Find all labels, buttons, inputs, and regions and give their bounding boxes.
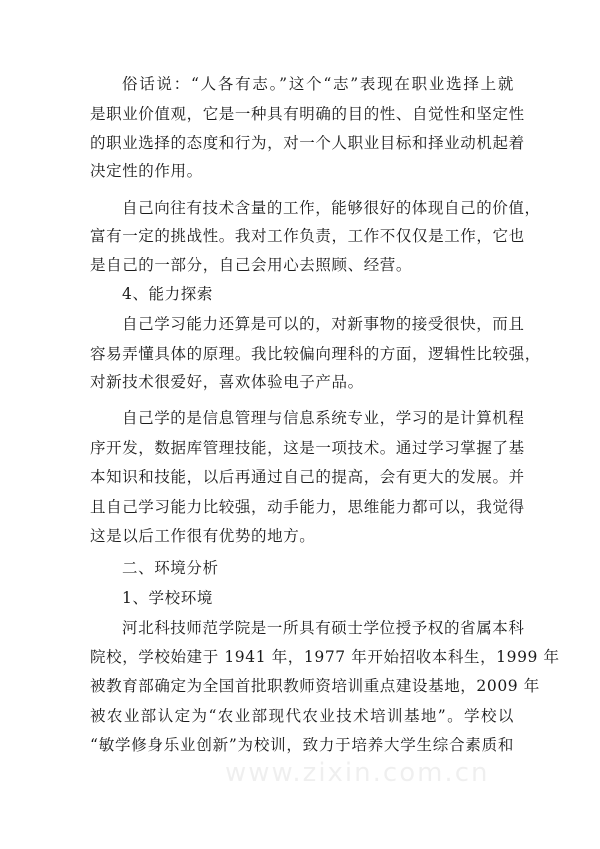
text-line: 被教育部确定为全国首批职教师资培训重点建设基地，2009 年 (90, 677, 540, 695)
watermark: www.zixin.com.cn (225, 758, 490, 788)
section-heading: 1、学校环境 (122, 589, 213, 607)
text-line: 被农业部认定为“农业部现代农业技术培训基地”。学校以 (90, 707, 514, 725)
text-line: 是职业价值观，它是一种具有明确的目的性、自觉性和坚定性 (90, 105, 525, 123)
text-line: 自己向往有技术含量的工作，能够很好的体现自己的价值， (122, 199, 541, 217)
text-line: 河北科技师范学院是一所具有硕士学位授予权的省属本科 (122, 619, 525, 637)
section-heading: 二、环境分析 (122, 559, 219, 577)
text-line: 院校，学校始建于 1941 年，1977 年开始招收本科生，1999 年 (90, 648, 560, 666)
text-line: 本知识和技能，以后再通过自己的提高，会有更大的发展。并 (90, 468, 525, 486)
text-line: 自己学的是信息管理与信息系统专业，学习的是计算机程 (122, 409, 525, 427)
text-line: 富有一定的挑战性。我对工作负责，工作不仅仅是工作，它也 (90, 227, 525, 245)
text-line: 自己学习能力还算是可以的，对新事物的接受很快，而且 (122, 315, 525, 333)
text-line: 对新技术很爱好，喜欢体验电子产品。 (90, 373, 364, 391)
section-heading: 4、能力探索 (122, 285, 213, 303)
text-line: 容易弄懂具体的原理。我比较偏向理科的方面，逻辑性比较强， (90, 345, 541, 363)
text-line: 的职业选择的态度和行为，对一个人职业目标和择业动机起着 (90, 134, 525, 152)
text-line: 是自己的一部分，自己会用心去照顾、经营。 (90, 256, 413, 274)
text-line: 且自己学习能力比较强，动手能力，思维能力都可以，我觉得 (90, 498, 525, 516)
text-line: 序开发，数据库管理技能，这是一项技术。通过学习掌握了基 (90, 439, 525, 457)
text-line: 决定性的作用。 (90, 162, 203, 180)
text-line: 这是以后工作很有优势的地方。 (90, 527, 316, 545)
text-line: 俗话说：“人各有志。”这个“志”表现在职业选择上就 (122, 75, 514, 93)
text-line: “敏学修身乐业创新”为校训，致力于培养大学生综合素质和 (90, 736, 514, 754)
